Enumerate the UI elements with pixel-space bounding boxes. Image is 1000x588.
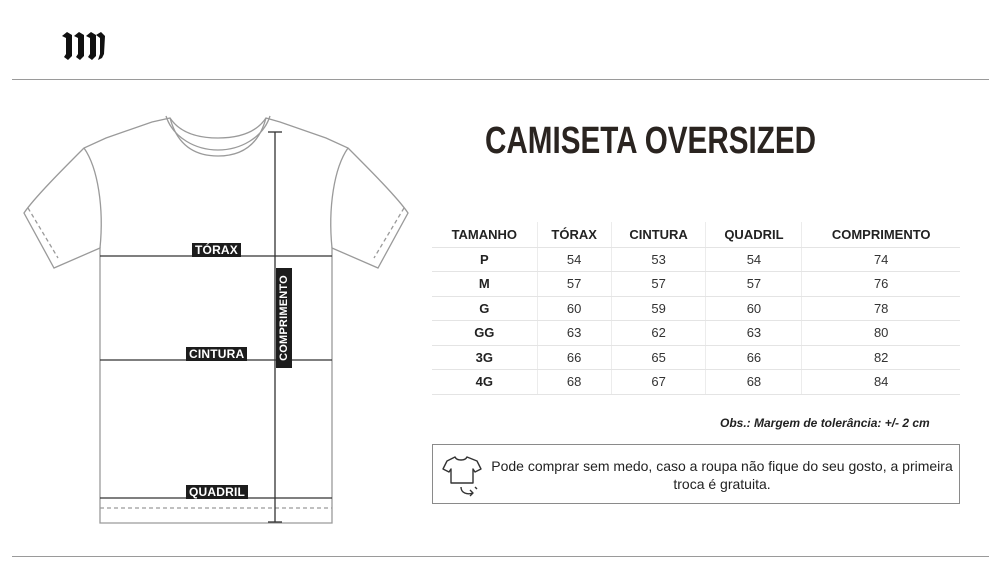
quadril-label: QUADRIL <box>186 485 248 499</box>
shirt-exchange-icon <box>441 453 483 497</box>
table-row <box>432 345 960 370</box>
size-cell: 4G <box>432 370 537 395</box>
comprimento-cell: 78 <box>802 296 960 321</box>
header-tamanho: TAMANHO <box>432 222 537 247</box>
header-torax: TÓRAX <box>537 222 611 247</box>
bottom-divider <box>12 556 989 557</box>
table-row <box>432 370 960 395</box>
table-header-row <box>432 222 960 247</box>
exchange-notice <box>432 444 960 504</box>
cintura-cell: 59 <box>611 296 706 321</box>
size-cell: P <box>432 247 537 272</box>
torax-cell: 68 <box>537 370 611 395</box>
quadril-cell: 54 <box>706 247 802 272</box>
table-row <box>432 296 960 321</box>
size-cell: 3G <box>432 345 537 370</box>
cintura-cell: 67 <box>611 370 706 395</box>
cintura-label: CINTURA <box>186 347 247 361</box>
comprimento-cell: 76 <box>802 272 960 297</box>
comprimento-label-text: COMPRIMENTO <box>278 275 291 361</box>
size-cell: M <box>432 272 537 297</box>
product-title: CAMISETA OVERSIZED <box>485 120 817 162</box>
comprimento-label <box>276 268 292 368</box>
cintura-cell: 62 <box>611 321 706 346</box>
header-quadril: QUADRIL <box>706 222 802 247</box>
exchange-notice-text: Pode comprar sem medo, caso a roupa não fique do seu gosto, a primeira troca é gratuita. <box>491 458 953 492</box>
size-cell: G <box>432 296 537 321</box>
table-row <box>432 321 960 346</box>
quadril-cell: 60 <box>706 296 802 321</box>
quadril-cell: 66 <box>706 345 802 370</box>
cintura-cell: 53 <box>611 247 706 272</box>
tolerance-note: Obs.: Margem de tolerância: +/- 2 cm <box>720 416 930 430</box>
comprimento-cell: 74 <box>802 247 960 272</box>
cintura-cell: 57 <box>611 272 706 297</box>
torax-cell: 57 <box>537 272 611 297</box>
table-row <box>432 272 960 297</box>
quadril-cell: 57 <box>706 272 802 297</box>
quadril-cell: 68 <box>706 370 802 395</box>
top-divider <box>12 79 989 80</box>
tshirt-diagram <box>18 108 418 533</box>
size-cell: GG <box>432 321 537 346</box>
torax-cell: 54 <box>537 247 611 272</box>
header-cintura: CINTURA <box>611 222 706 247</box>
torax-label: TÓRAX <box>192 243 241 257</box>
header-comprimento: COMPRIMENTO <box>802 222 960 247</box>
torax-cell: 66 <box>537 345 611 370</box>
comprimento-cell: 82 <box>802 345 960 370</box>
quadril-cell: 63 <box>706 321 802 346</box>
torax-cell: 63 <box>537 321 611 346</box>
comprimento-cell: 84 <box>802 370 960 395</box>
torax-cell: 60 <box>537 296 611 321</box>
size-table <box>432 222 960 395</box>
comprimento-cell: 80 <box>802 321 960 346</box>
cintura-cell: 65 <box>611 345 706 370</box>
table-row <box>432 247 960 272</box>
brand-logo <box>60 26 106 62</box>
